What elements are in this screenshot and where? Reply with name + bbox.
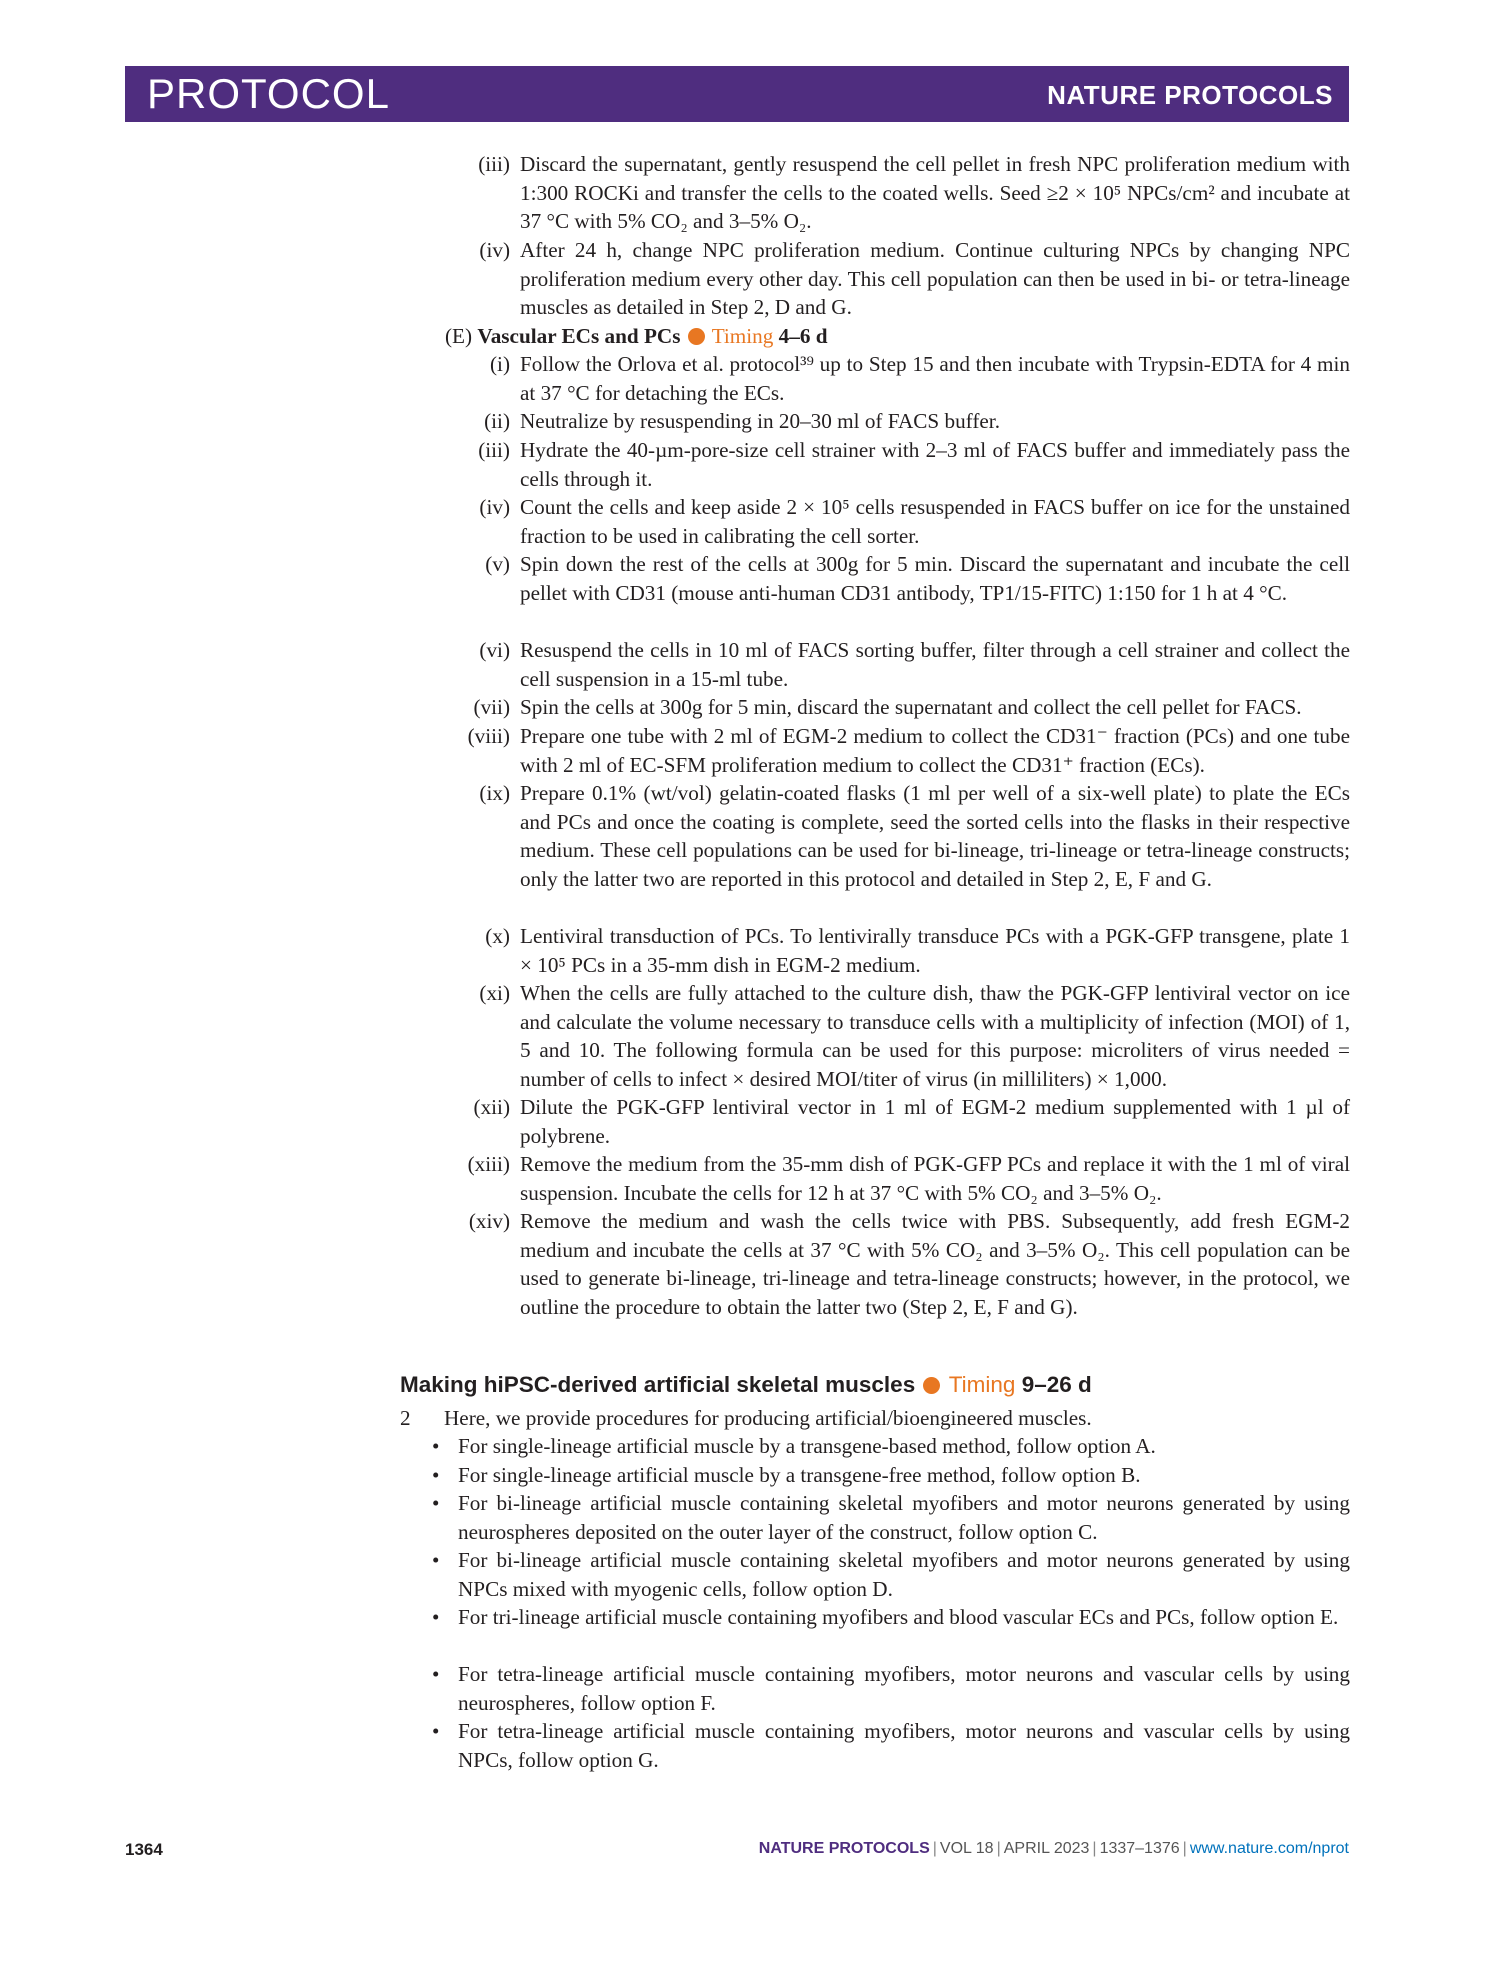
bullet-text: For single-lineage artificial muscle by a transgene-based method, follow option A. (458, 1434, 1156, 1458)
bullet-text: For single-lineage artificial muscle by a transgene-free method, follow option B. (458, 1463, 1141, 1487)
step-text: Spin the cells at 300g for 5 min, discard the supernatant and collect the cell pellet for FACS. (520, 695, 1302, 719)
step-text: Remove the medium from the 35-mm dish of PGK-GFP PCs and replace it with the 1 ml of viral suspension. Incubate the cells for 12 h at 37 °C with 5% CO₂ and 3–5% O₂. (520, 1152, 1350, 1205)
section-title: Making hiPSC-derived artificial skeletal muscles (400, 1372, 916, 1397)
step-number: (i) (490, 352, 510, 376)
timing-value: 4–6 d (778, 324, 828, 348)
step-e-vi (479, 636, 1350, 693)
step-text: Prepare one tube with 2 ml of EGM-2 medium to collect the CD31⁻ fraction (PCs) and one tube with 2 ml of EC-SFM proliferation medium to collect the CD31⁺ fraction (ECs). (520, 724, 1350, 777)
footer-journal: NATURE PROTOCOLS (758, 1840, 930, 1857)
list-item: • For tetra-lineage artificial muscle containing myofibers, motor neurons and vascular cells by using neurospheres, follow option F. (442, 1660, 1350, 1717)
step-e-ii (484, 407, 1350, 436)
step-number: (vi) (479, 638, 510, 662)
step-2-number: 2 (400, 1406, 411, 1430)
step-e-viii (467, 722, 1350, 779)
step-text: Dilute the PGK-GFP lentiviral vector in 1 ml of EGM-2 medium supplemented with 1 µl of polybrene. (520, 1095, 1350, 1148)
section-heading (400, 1372, 1092, 1398)
step-e-i (490, 350, 1350, 407)
list-item: • For single-lineage artificial muscle by a transgene-free method, follow option B. (442, 1461, 1350, 1490)
step-e-x (485, 922, 1350, 979)
step-e-iv (479, 493, 1350, 550)
list-item: • For bi-lineage artificial muscle containing skeletal myofibers and motor neurons generated by using NPCs mixed with myogenic cells, follow option D. (442, 1546, 1350, 1603)
step-text: Count the cells and keep aside 2 × 10⁵ cells resuspended in FACS buffer on ice for the unstained fraction to be used in calibrating the cell sorter. (520, 495, 1350, 548)
bullet-text: For tetra-lineage artificial muscle containing myofibers, motor neurons and vascular cells by using NPCs, follow option G. (458, 1719, 1350, 1772)
bullet-text: For bi-lineage artificial muscle containing skeletal myofibers and motor neurons generated by using neurospheres deposited on the outer layer of the construct, follow option C. (458, 1491, 1350, 1544)
bullet-text: For tri-lineage artificial muscle containing myofibers and blood vascular ECs and PCs, follow option E. (458, 1605, 1339, 1629)
step-e-xiii (467, 1150, 1350, 1207)
step-2-intro: Here, we provide procedures for producing artificial/bioengineered muscles. (444, 1406, 1092, 1430)
list-item: • For tri-lineage artificial muscle containing myofibers and blood vascular ECs and PCs, follow option E. (442, 1603, 1350, 1632)
timing-label: Timing (948, 1372, 1016, 1397)
step-number: (ii) (484, 409, 510, 433)
footer-citation: NATURE PROTOCOLS | VOL 18 | APRIL 2023 | 1337–1376 | www.nature.com/nprot (758, 1840, 1349, 1857)
footer-pages: 1337–1376 (1099, 1840, 1180, 1857)
timing-label: Timing (711, 324, 774, 348)
step-text: Follow the Orlova et al. protocol³⁹ up to Step 15 and then incubate with Trypsin-EDTA for 4 min at 37 °C for detaching the ECs. (520, 352, 1350, 405)
header-protocol-label: PROTOCOL (147, 70, 390, 117)
step-text: Prepare 0.1% (wt/vol) gelatin-coated flasks (1 ml per well of a six-well plate) to plate the ECs and PCs and once the coating is complete, seed the sorted cells into the flasks in their respective medium. These cell populations can be used for bi-lineage, tri-lineage or tetra-lineage constructs; only the latter two are reported in this protocol and detailed in Step 2, E, F and G. (520, 781, 1350, 891)
page-number: 1364 (125, 1840, 163, 1859)
step-text: Lentiviral transduction of PCs. To lentivirally transduce PCs with a PGK-GFP transgene, plate 1 × 10⁵ PCs in a 35-mm dish in EGM-2 medium. (520, 924, 1350, 977)
step-text: After 24 h, change NPC proliferation medium. Continue culturing NPCs by changing NPC proliferation medium every other day. This cell population can then be used in bi- or tetra-lineage muscles as detailed in Step 2, D and G. (520, 238, 1350, 320)
step-number: (iii) (478, 152, 510, 176)
step-d-iv (479, 236, 1350, 322)
step-e-v (485, 550, 1350, 607)
step-e-vii (473, 693, 1350, 722)
step-number: (xi) (479, 981, 510, 1005)
timing-dot-icon (688, 328, 705, 345)
timing-value: 9–26 d (1021, 1372, 1092, 1397)
step-number: (vii) (473, 695, 510, 719)
bullet-text: For bi-lineage artificial muscle containing skeletal myofibers and motor neurons generated by using NPCs mixed with myogenic cells, follow option D. (458, 1548, 1350, 1601)
header-bar (125, 66, 1349, 122)
step-number: (xiv) (468, 1209, 510, 1233)
step-e-ix (479, 779, 1350, 893)
header-journal-name: NATURE PROTOCOLS (1047, 80, 1333, 110)
step-number: (xiii) (467, 1152, 510, 1176)
step-text: Discard the supernatant, gently resuspend the cell pellet in fresh NPC proliferation medium with 1:300 ROCKi and transfer the cells to the coated wells. Seed ≥2 × 10⁵ NPCs/cm² and incubate at 37 °C with 5% CO₂ and 3–5% O₂. (520, 152, 1350, 234)
step-text: Spin down the rest of the cells at 300g for 5 min. Discard the supernatant and incubate the cell pellet with CD31 (mouse anti-human CD31 antibody, TP1/15-FITC) 1:150 for 1 h at 4 °C. (520, 552, 1350, 605)
step-number: (iii) (478, 438, 510, 462)
step-e-iii (478, 436, 1350, 493)
step-number: (ix) (479, 781, 510, 805)
timing-dot-icon (923, 1377, 940, 1394)
step-number: (xii) (473, 1095, 510, 1119)
bullet-text: For tetra-lineage artificial muscle containing myofibers, motor neurons and vascular cells by using neurospheres, follow option F. (458, 1662, 1350, 1715)
step-text: Resuspend the cells in 10 ml of FACS sorting buffer, filter through a cell strainer and collect the cell suspension in a 15-ml tube. (520, 638, 1350, 691)
step-e-xii (473, 1093, 1350, 1150)
step-text: Remove the medium and wash the cells twice with PBS. Subsequently, add fresh EGM-2 medium and incubate the cells at 37 °C with 5% CO₂ and 3–5% O₂. This cell population can be used to generate bi-lineage, tri-lineage and tetra-lineage constructs; however, in the protocol, we outline the procedure to obtain the latter two (Step 2, E, F and G). (520, 1209, 1350, 1319)
list-item: • For single-lineage artificial muscle by a transgene-based method, follow option A. (442, 1432, 1350, 1461)
step-text: When the cells are fully attached to the culture dish, thaw the PGK-GFP lentiviral vector on ice and calculate the volume necessary to transduce cells with a multiplicity of infection (MOI) of 1, 5 and 10. The following formula can be used for this purpose: microliters of virus needed = number of cells to infect × desired MOI/titer of virus (in milliliters) × 1,000. (520, 981, 1350, 1091)
step-number: (viii) (467, 724, 510, 748)
footer-url-link[interactable]: www.nature.com/nprot (1189, 1840, 1349, 1857)
step-number: (v) (485, 552, 510, 576)
step-number: (x) (485, 924, 510, 948)
step-number: (iv) (479, 238, 510, 262)
footer-volume: VOL 18 (939, 1840, 994, 1857)
step-number: (iv) (479, 495, 510, 519)
option-e-heading (445, 322, 828, 351)
step-text: Neutralize by resuspending in 20–30 ml of FACS buffer. (520, 409, 1000, 433)
option-title: Vascular ECs and PCs (477, 324, 681, 348)
list-item: • For tetra-lineage artificial muscle containing myofibers, motor neurons and vascular cells by using NPCs, follow option G. (442, 1717, 1350, 1774)
step-text: Hydrate the 40-µm-pore-size cell strainer with 2–3 ml of FACS buffer and immediately pass the cells through it. (520, 438, 1350, 491)
list-item: • For bi-lineage artificial muscle containing skeletal myofibers and motor neurons generated by using neurospheres deposited on the outer layer of the construct, follow option C. (442, 1489, 1350, 1546)
step-d-iii (478, 150, 1350, 236)
step-e-xi (479, 979, 1350, 1093)
footer-date: APRIL 2023 (1003, 1840, 1090, 1857)
step-e-xiv (468, 1207, 1350, 1321)
option-label: (E) (445, 324, 473, 348)
